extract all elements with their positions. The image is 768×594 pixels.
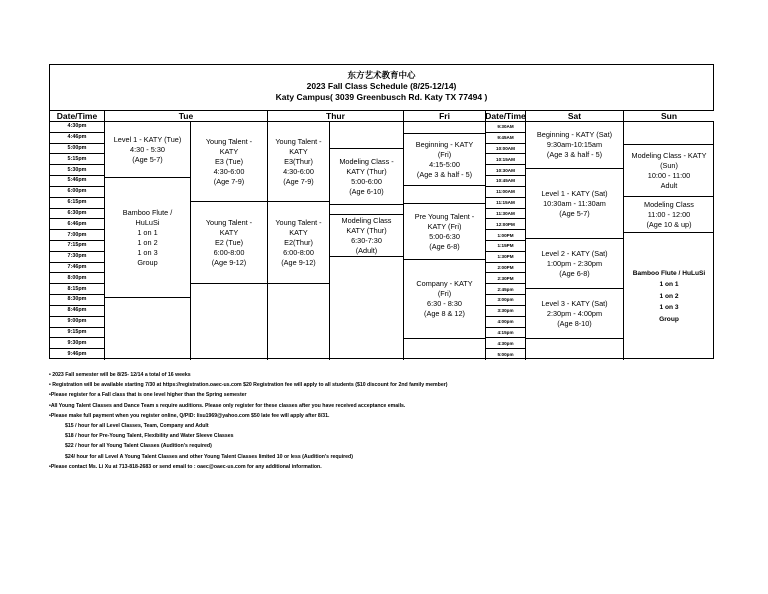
time-slot-left: 4:30pm bbox=[50, 122, 105, 133]
time-slot-right: 1:00PM bbox=[486, 230, 526, 241]
class-beginning-fri: Beginning - KATY (Fri) 4:15-5:00 (Age 3 & half - 5) bbox=[404, 134, 486, 186]
time-slot-right: 2:30PM bbox=[486, 273, 526, 284]
empty-thur-b-bottom bbox=[330, 257, 404, 360]
empty-tue-b bbox=[191, 284, 268, 360]
class-bamboo-tue: Bamboo Flute / HuLuSi 1 on 1 1 on 2 1 on 3 Group bbox=[105, 178, 191, 298]
col-datetime-left: Date/Time bbox=[50, 110, 105, 122]
class-modeling2-thur: Modeling Class KATY (Thur) 6:30-7:30 (Adult) bbox=[330, 215, 404, 257]
class-yt-e3-tue: Young Talent - KATY E3 (Tue) 4:30-6:00 (Age 7-9) bbox=[191, 122, 268, 202]
time-slot-right: 10:30AM bbox=[486, 165, 526, 176]
class-company-fri: Company - KATY (Fri) 6:30 - 8:30 (Age 8 & 12) bbox=[404, 260, 486, 339]
class-level1-sat: Level 1 - KATY (Sat) 10:30am - 11:30am (Age 5-7) bbox=[526, 169, 624, 239]
class-modeling1-sun: Modeling Class - KATY (Sun) 10:00 - 11:00 Adult bbox=[624, 145, 714, 197]
schedule-title: 2023 Fall Class Schedule (8/25-12/14) bbox=[306, 81, 457, 91]
time-slot-left: 6:00pm bbox=[50, 187, 105, 198]
time-slot-left: 8:15pm bbox=[50, 284, 105, 295]
col-datetime-right: Date/Time bbox=[485, 111, 526, 121]
class-level2-sat: Level 2 - KATY (Sat) 1:00pm - 2:30pm (Age 6-8) bbox=[526, 239, 624, 289]
time-slot-left: 7:30pm bbox=[50, 252, 105, 263]
time-slot-left: 5:15pm bbox=[50, 154, 105, 165]
time-slot-left: 6:30pm bbox=[50, 209, 105, 220]
col-sun: Sun bbox=[624, 110, 714, 122]
time-slot-right: 3:00pm bbox=[486, 295, 526, 306]
time-slot-right: 12:00PM bbox=[486, 219, 526, 230]
note-price-line: $18 / hour for Pre-Young Talent, Flexibility and Water Sleeve Classes bbox=[65, 433, 234, 440]
time-slot-right: 2:00PM bbox=[486, 263, 526, 274]
time-slot-right: 10:00AM bbox=[486, 144, 526, 155]
empty-fri-bottom bbox=[404, 339, 486, 360]
time-slot-right: 1:15PM bbox=[486, 241, 526, 252]
note-line: • Registration will be available starting 7/30 at https://registration.oaec-us.com $20 Registration fee will apply to all students ($10 discount for 2nd family member) bbox=[49, 382, 448, 389]
time-slot-left: 9:30pm bbox=[50, 338, 105, 349]
empty-thur-b-mid bbox=[330, 205, 404, 215]
time-slot-left: 6:15pm bbox=[50, 198, 105, 209]
note-line: •All Young Talent Classes and Dance Team s require auditions. Please only register for these classes after you have received acceptance emails. bbox=[49, 402, 406, 409]
time-slot-right: 10:15AM bbox=[486, 154, 526, 165]
campus-address: Katy Campus( 3039 Greenbusch Rd. Katy TX 77494 ) bbox=[275, 92, 488, 102]
time-slot-right: 11:30AM bbox=[486, 209, 526, 220]
schedule-table bbox=[49, 64, 714, 359]
time-slot-right: 4:30pm bbox=[486, 338, 526, 349]
time-slot-left: 7:00pm bbox=[50, 230, 105, 241]
note-line: •Please contact Ms. Li Xu at 713-818-2683 or send email to : oaec@oaec-us.com for any additional information. bbox=[49, 463, 322, 470]
note-price-line: $15 / hour for all Level Classes, Team, Company and Adult bbox=[65, 423, 209, 430]
time-slot-left: 9:15pm bbox=[50, 328, 105, 339]
time-slot-left: 8:00pm bbox=[50, 273, 105, 284]
time-slot-left: 7:46pm bbox=[50, 263, 105, 274]
class-modeling2-sun: Modeling Class 11:00 - 12:00 (Age 10 & up) bbox=[624, 197, 714, 233]
class-bamboo-sun: Bamboo Flute / HuLuSi 1 on 1 1 on 2 1 on 3 Group bbox=[632, 269, 706, 323]
time-slot-right: 9:30AM bbox=[486, 122, 526, 133]
note-price-line: $24/ hour for all Level A Young Talent Classes and other Young Talent Classes limited 10 or less (Audition's required) bbox=[65, 453, 353, 460]
class-yt-e2-tue: Young Talent - KATY E2 (Tue) 6:00-8:00 (Age 9-12) bbox=[191, 202, 268, 284]
time-slot-right: 3:30pm bbox=[486, 306, 526, 317]
col-fri: Fri bbox=[404, 110, 486, 122]
time-slot-left: 7:15pm bbox=[50, 241, 105, 252]
class-modeling1-thur: Modeling Class - KATY (Thur) 5:00-6:00 (Age 6-10) bbox=[330, 149, 404, 205]
time-slot-right: 4:15pm bbox=[486, 328, 526, 339]
class-yt-e2-thur: Young Talent - KATY E2(Thur) 6:00-8:00 (Age 9-12) bbox=[268, 202, 330, 284]
class-level1-tue: Level 1 - KATY (Tue) 4:30 - 5:30 (Age 5-7) bbox=[105, 122, 191, 178]
note-line: •Please make full payment when you register online, Q/PID: lisu1969@yahoo.com $50 late fee will apply after 8/31. bbox=[49, 412, 330, 419]
class-beginning-sat: Beginning - KATY (Sat) 9:30am-10:15am (Age 3 & half - 5) bbox=[526, 122, 624, 169]
time-slot-left: 4:46pm bbox=[50, 133, 105, 144]
note-price-line: $22 / hour for all Young Talent Classes (Audition's required) bbox=[65, 443, 212, 450]
notes-section bbox=[49, 370, 729, 472]
time-slot-left: 8:30pm bbox=[50, 295, 105, 306]
time-slot-left: 8:46pm bbox=[50, 306, 105, 317]
time-slot-left: 6:46pm bbox=[50, 219, 105, 230]
time-slot-right: 1:30PM bbox=[486, 252, 526, 263]
col-sat: Sat bbox=[526, 110, 624, 122]
time-slot-right: 9:45AM bbox=[486, 133, 526, 144]
note-line: •Please register for a Fall class that is one level higher than the Spring semester bbox=[49, 392, 247, 399]
empty-thur-b-top bbox=[330, 122, 404, 149]
title-chinese: 东方艺术教育中心 bbox=[347, 70, 416, 80]
empty-sat-bottom bbox=[526, 339, 624, 360]
time-slot-right: 11:00AM bbox=[486, 187, 526, 198]
time-slot-left: 5:30pm bbox=[50, 165, 105, 176]
class-level3-sat: Level 3 - KATY (Sat) 2:30pm - 4:00pm (Age 8-10) bbox=[526, 289, 624, 339]
note-line: • 2023 Fall semester will be 8/25- 12/14 a total of 16 weeks bbox=[49, 372, 191, 378]
col-thur: Thur bbox=[268, 110, 404, 122]
class-yt-e3-thur: Young Talent - KATY E3(Thur) 4:30-6:00 (Age 7-9) bbox=[268, 122, 330, 202]
class-pre-yt-fri: Pre Young Talent - KATY (Fri) 5:00-6:30 (Age 6-8) bbox=[404, 204, 486, 260]
col-tue: Tue bbox=[105, 110, 268, 122]
time-slot-right: 5:00pm bbox=[486, 349, 526, 360]
empty-sun-top bbox=[624, 122, 714, 145]
time-slot-left: 9:46pm bbox=[50, 349, 105, 360]
empty-tue-a bbox=[105, 298, 191, 360]
time-slot-left: 5:00pm bbox=[50, 144, 105, 155]
empty-fri-mid bbox=[404, 186, 486, 204]
time-slot-left: 5:46pm bbox=[50, 176, 105, 187]
time-slot-right: 2:45pm bbox=[486, 284, 526, 295]
time-slot-right: 10:45AM bbox=[486, 176, 526, 187]
time-slot-left: 9:00pm bbox=[50, 317, 105, 328]
empty-fri-top bbox=[404, 122, 486, 134]
empty-thur-a bbox=[268, 284, 330, 360]
time-slot-right: 4:00pm bbox=[486, 317, 526, 328]
time-slot-right: 11:15AM bbox=[486, 198, 526, 209]
